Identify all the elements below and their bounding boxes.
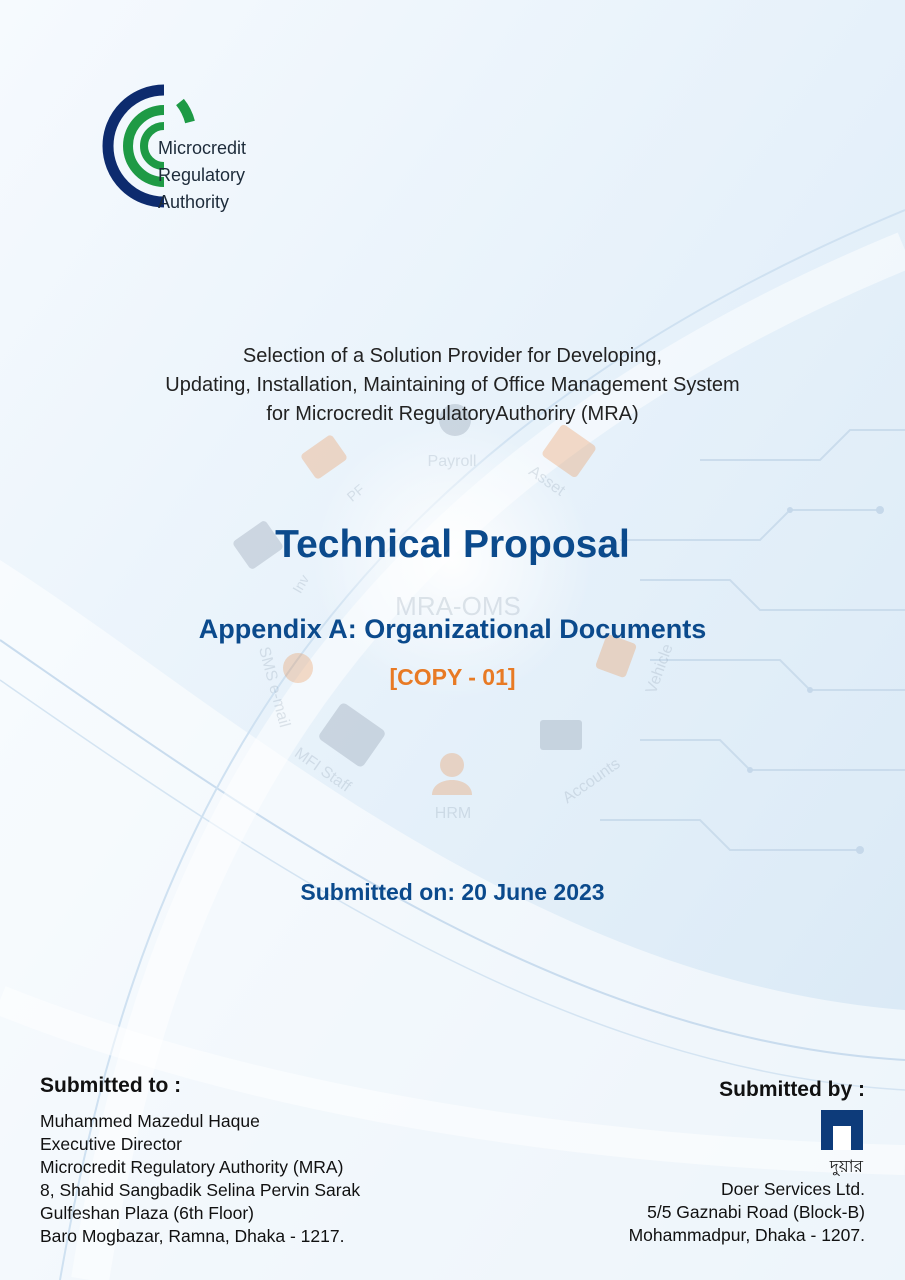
doer-logo-icon: [819, 1108, 865, 1176]
submitted-by-heading: Submitted by :: [719, 1078, 865, 1101]
pf-icon: [300, 434, 348, 480]
address-line: Doer Services Ltd.: [721, 1179, 865, 1199]
address-line: Microcredit Regulatory Authority (MRA): [40, 1157, 344, 1177]
project-description: [0, 342, 905, 429]
submitted-by-block: [629, 1078, 865, 1247]
wheel-module-accounts: Accounts: [559, 755, 624, 808]
accounts-icon: [540, 720, 582, 750]
address-line: 5/5 Gaznabi Road (Block-B): [647, 1202, 865, 1222]
submission-date: Submitted on: 20 June 2023: [300, 879, 605, 905]
wheel-module-vehicle: Vehicle: [643, 641, 677, 697]
wheel-center-label: MRA-OMS: [395, 591, 521, 621]
intro-line: Selection of a Solution Provider for Developing,: [242, 345, 663, 367]
logo-line: Microcredit: [158, 138, 247, 158]
intro-line: Updating, Installation, Maintaining of Office Management System: [165, 374, 740, 396]
document-title: Technical Proposal: [275, 523, 630, 566]
mra-logo-text: [158, 135, 246, 216]
wheel-module-inv: Inv: [289, 571, 313, 596]
wheel-module-hrm: HRM: [434, 805, 472, 822]
doer-logo-text: দুয়ার: [829, 1157, 863, 1176]
address-line: Gulfeshan Plaza (6th Floor): [40, 1203, 254, 1223]
address-line: Baro Mogbazar, Ramna, Dhaka - 1217.: [40, 1226, 345, 1246]
logo-line: Regulatory: [158, 165, 246, 185]
address-line: Executive Director: [40, 1134, 182, 1154]
intro-line: for Microcredit RegulatoryAuthoriry (MRA): [266, 403, 639, 425]
copy-number: [COPY - 01]: [389, 664, 516, 690]
sender-address: [629, 1178, 865, 1247]
wheel-module-payroll: Payroll: [427, 453, 477, 470]
wheel-module-mfi-staff: MFI Staff: [291, 744, 354, 796]
logo-line: Authority: [158, 192, 230, 212]
submitted-to-heading: Submitted to :: [40, 1074, 182, 1097]
asset-icon: [541, 423, 597, 478]
submitted-to-block: [40, 1074, 360, 1248]
address-line: Mohammadpur, Dhaka - 1207.: [628, 1225, 865, 1245]
address-line: 8, Shahid Sangbadik Selina Pervin Sarak: [40, 1180, 361, 1200]
hrm-icon: [440, 753, 464, 777]
recipient-address: [40, 1110, 360, 1248]
address-line: Muhammed Mazedul Haque: [40, 1111, 260, 1131]
wheel-module-sms-email: SMS e-mail: [255, 645, 293, 730]
wheel-module-pf: PF: [343, 480, 368, 505]
wheel-module-asset: Asset: [525, 462, 568, 500]
mfi-staff-icon: [317, 701, 386, 768]
appendix-heading: Appendix A: Organizational Documents: [198, 614, 707, 644]
